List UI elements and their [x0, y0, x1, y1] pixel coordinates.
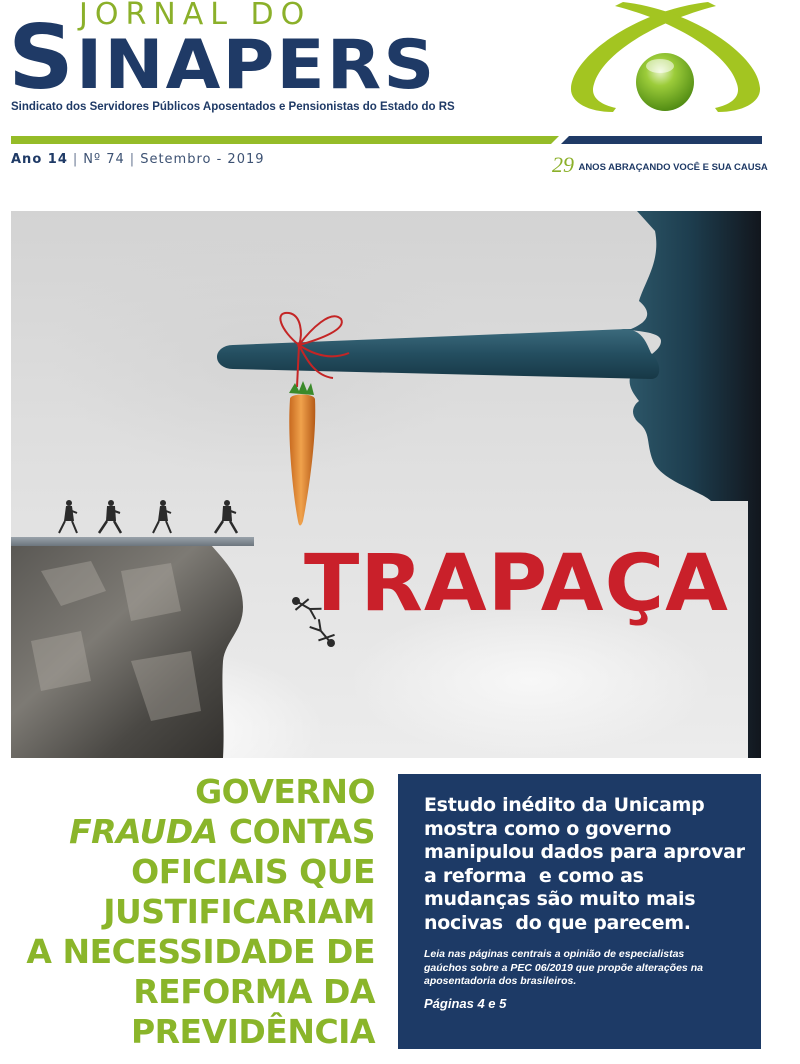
masthead-title-small: JORNAL DO [79, 0, 312, 32]
headline-line: JUSTIFICARIAM [103, 892, 375, 931]
headline-emphasis: FRAUDA [69, 812, 218, 851]
masthead-title-initial: S [8, 6, 77, 109]
anniversary-text: ANOS ABRAÇANDO VOCÊ E SUA CAUSA [578, 162, 768, 173]
headline-line: A NECESSIDADE DE [26, 932, 375, 971]
issue-separator: | [72, 152, 79, 167]
main-headline [20, 772, 375, 1052]
sinapers-embrace-logo-icon [568, 0, 763, 120]
feature-lead-line: mudanças são muito mais [424, 888, 696, 910]
divider-bar-blue [561, 136, 762, 144]
feature-lead-line: mostra como o governo [424, 817, 672, 840]
issue-info [11, 152, 265, 167]
feature-note: Leia nas páginas centrais a opinião de especialistas gaúchos sobre a PEC 06/2019 que propõe alterações na aposentadoria dos brasileiros. [424, 948, 703, 987]
feature-box [398, 774, 761, 1049]
anniversary-years: 29 [552, 152, 574, 177]
masthead-title-rest: INAPERS [76, 26, 437, 105]
feature-lead-line: Estudo inédito da Unicamp [424, 794, 705, 816]
issue-year: Ano 14 [11, 152, 68, 167]
feature-lead-line: a reforma e como as [424, 864, 644, 887]
issue-date: Setembro - 2019 [140, 152, 265, 167]
plank-platform [11, 537, 254, 546]
headline-line: REFORMA DA [133, 972, 375, 1011]
headline-line: PREVIDÊNCIA [130, 1012, 375, 1051]
pinocchio-face [621, 211, 761, 758]
masthead-subtitle: Sindicato dos Servidores Públicos Aposentados e Pensionistas do Estado do RS [11, 101, 455, 113]
divider-bar-green [11, 136, 559, 144]
running-figures [59, 500, 237, 533]
issue-separator: | [129, 152, 136, 167]
feature-lead-line: manipulou dados para aprovar [424, 841, 745, 863]
issue-number: Nº 74 [83, 152, 125, 167]
feature-lead-line: nocivas do que parecem. [424, 911, 691, 934]
headline-line: GOVERNO [195, 772, 375, 811]
headline-line-rest: CONTAS [217, 812, 375, 851]
pinocchio-nose [217, 329, 659, 379]
cover-illustration [11, 211, 761, 758]
masthead [0, 0, 800, 200]
headline-line: OFICIAIS QUE [131, 852, 375, 891]
headline-line [20, 812, 375, 852]
carrot-bait [289, 381, 315, 526]
cover-headline-trapaca: TRAPAÇA [304, 539, 729, 629]
pages-reference-link[interactable]: Páginas 4 e 5 [424, 995, 507, 1011]
feature-lead [424, 794, 747, 935]
anniversary-tagline [552, 152, 768, 178]
pinocchio-carrot-illustration [11, 211, 761, 758]
